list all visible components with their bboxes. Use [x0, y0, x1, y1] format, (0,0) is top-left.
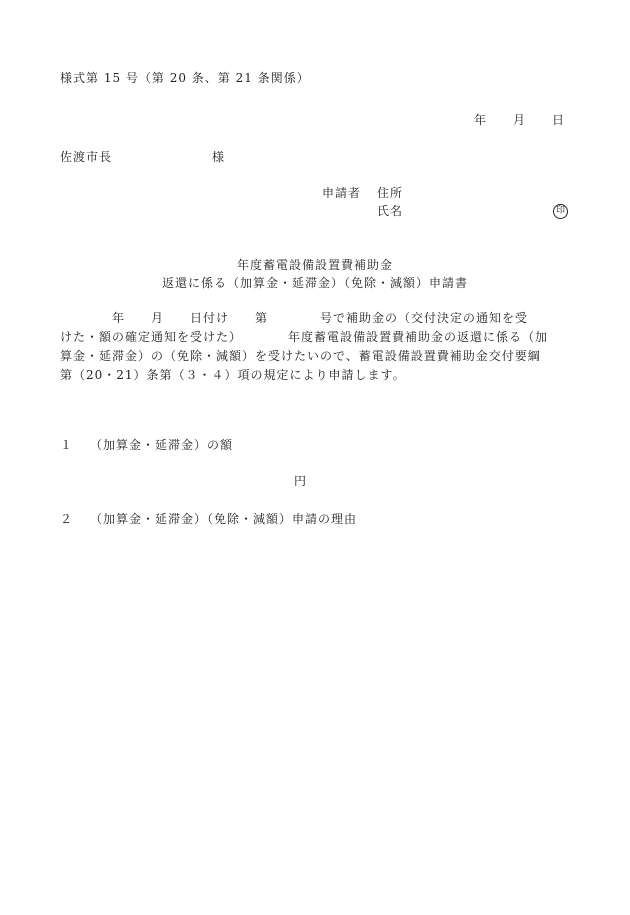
addressee-honorific: 様: [212, 150, 226, 164]
document-title-line2: 返還に係る（加算金・延滞金）（免除・減額）申請書: [161, 276, 468, 290]
addressee-name: 佐渡市長: [60, 150, 113, 164]
item-2-number: ２: [60, 512, 74, 526]
body-line-4: 第（20・21）条第（３・４）項の規定により申請します。: [60, 368, 406, 382]
item-2-label: （加算金・延滞金）（免除・減額）申請の理由: [90, 512, 358, 526]
applicant-address-label: 住所: [377, 186, 404, 200]
document-title-line1: 年度蓄電設備設置費補助金: [236, 258, 393, 272]
form-number: 様式第 15 号（第 20 条、第 21 条関係）: [60, 71, 310, 85]
seal-mark: 印: [553, 204, 568, 219]
applicant-name-label: 氏名: [377, 204, 404, 218]
date-line: 年 月 日: [474, 113, 566, 127]
item-1-label: （加算金・延滞金）の額: [90, 438, 234, 452]
body-line-3: 算金・延滞金）の（免除・減額）を受けたいので、蓄電設備設置費補助金交付要綱: [60, 349, 541, 363]
body-line-2: けた・額の確定通知を受けた） 年度蓄電設備設置費補助金の返還に係る（加: [60, 330, 549, 344]
body-line-1: 年 月 日付け 第 号で補助金の（交付決定の通知を受: [60, 311, 529, 325]
item-1-number: １: [60, 438, 74, 452]
item-1-unit: 円: [294, 474, 308, 488]
applicant-label: 申請者: [322, 186, 362, 200]
